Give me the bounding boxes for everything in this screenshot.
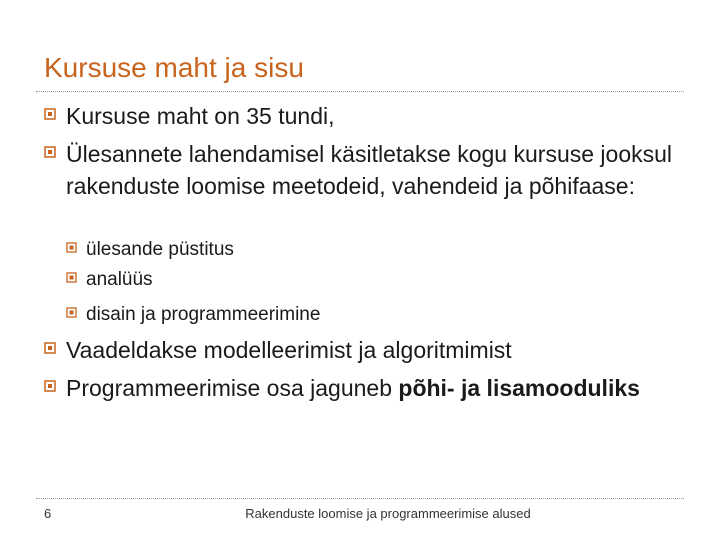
bullet-item — [44, 138, 684, 202]
bullet-text — [66, 372, 684, 404]
bullet-text: Kursuse maht on 35 tundi, — [66, 103, 335, 129]
checkbox-bullet-icon — [66, 242, 82, 266]
bullet-text-bold: põhi- ja lisamooduliks — [398, 375, 640, 401]
slide-title: Kursuse maht ja sisu — [44, 52, 304, 83]
bullet-text: Vaadeldakse modelleerimist ja algoritmimist — [66, 337, 512, 363]
sub-bullet-item — [66, 266, 666, 293]
sub-bullet-item — [66, 301, 666, 328]
bullet-item — [44, 100, 684, 132]
sub-bullet-text: disain ja programmeerimine — [86, 304, 321, 325]
checkbox-bullet-icon — [44, 146, 60, 170]
checkbox-bullet-icon — [44, 380, 60, 404]
checkbox-bullet-icon — [66, 272, 82, 296]
footer-divider — [36, 498, 684, 499]
bullet-text-plain: Programmeerimise osa jaguneb — [66, 375, 399, 401]
sub-bullet-text: analüüs — [86, 269, 153, 290]
sub-bullet-text: ülesande püstitus — [86, 239, 234, 260]
bullet-item — [44, 372, 684, 404]
page-number: 6 — [44, 506, 52, 521]
bullet-item — [44, 334, 684, 366]
sub-bullet-item — [66, 236, 666, 263]
checkbox-bullet-icon — [44, 108, 60, 132]
title-divider — [36, 91, 684, 92]
checkbox-bullet-icon — [44, 342, 60, 366]
bullet-text: Ülesannete lahendamisel käsitletakse kogu kursuse jooksul rakenduste loomise meetodeid, vahendeid ja põhifaase: — [66, 141, 673, 199]
checkbox-bullet-icon — [66, 307, 82, 331]
footer-course-name: Rakenduste loomise ja programmeerimise alused — [245, 506, 531, 521]
